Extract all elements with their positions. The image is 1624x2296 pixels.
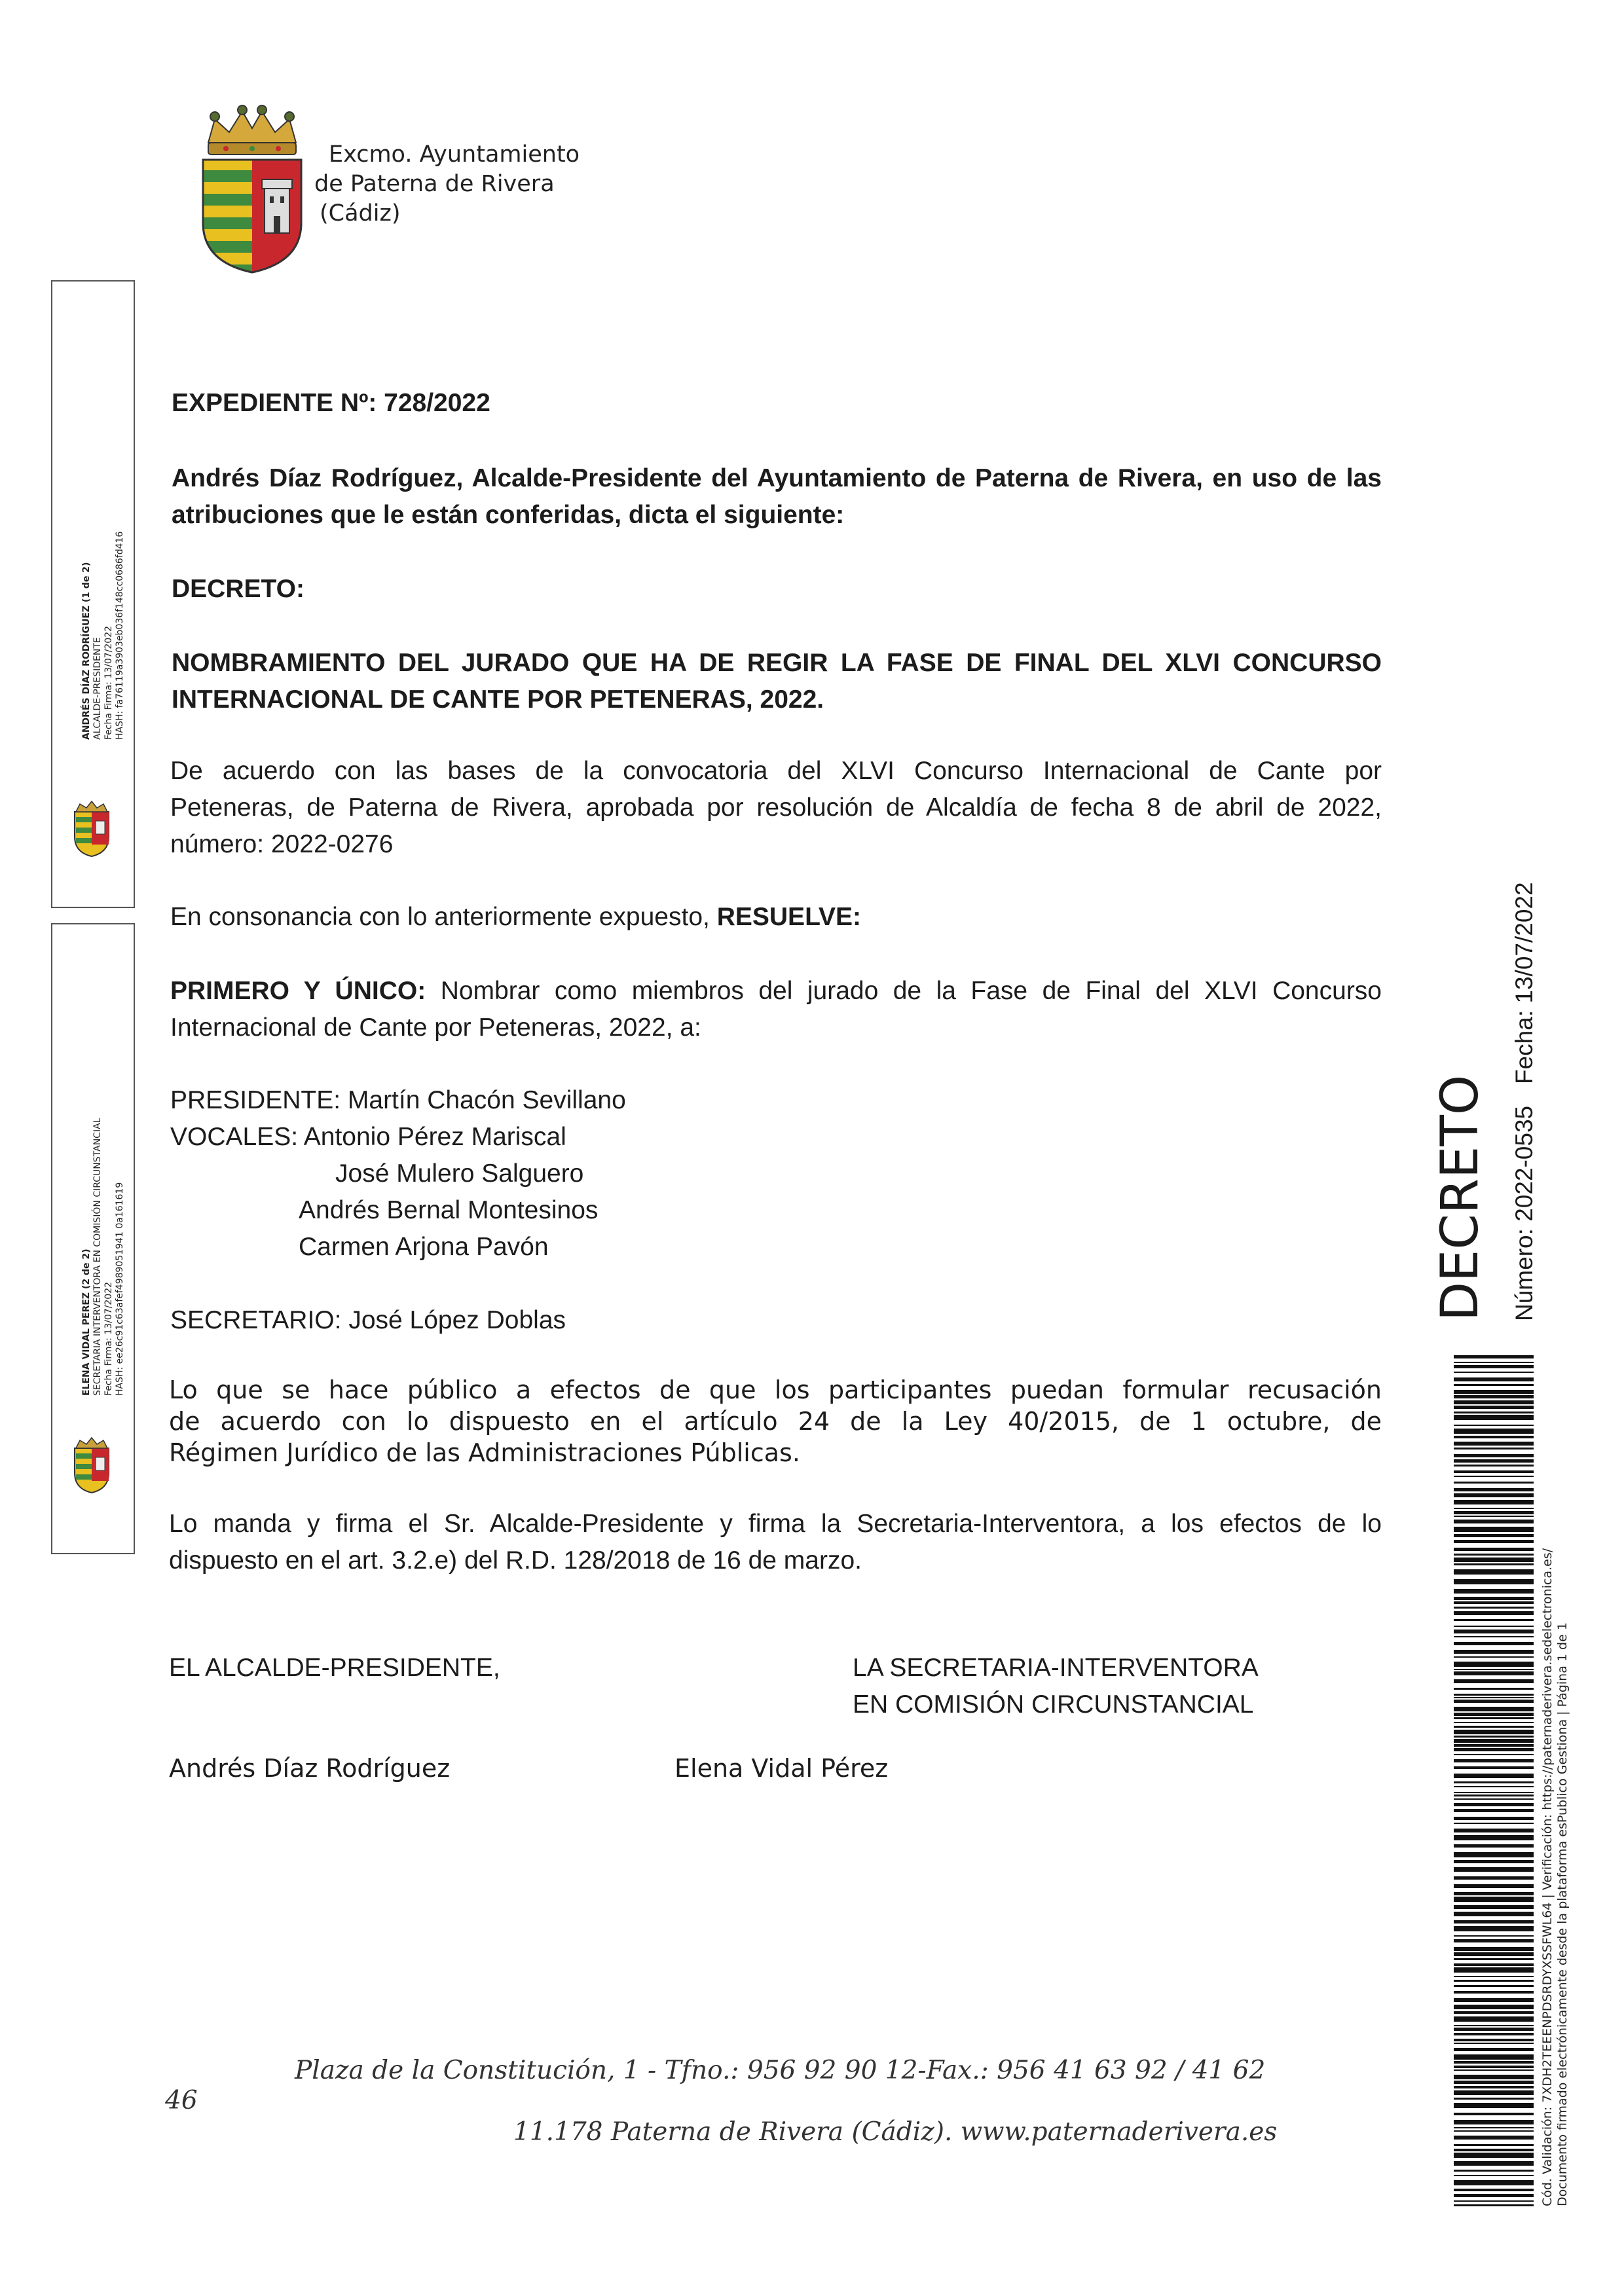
barcode-bar bbox=[1454, 1671, 1534, 1675]
barcode-bar bbox=[1454, 1726, 1534, 1728]
barcode-bar bbox=[1454, 1722, 1534, 1723]
barcode-bar bbox=[1454, 1884, 1534, 1888]
side-signature-2-date: Fecha Firma: 13/07/2022 bbox=[103, 1281, 114, 1396]
barcode-bar bbox=[1454, 1508, 1534, 1509]
crown-icon bbox=[208, 105, 296, 155]
subject-line-1: NOMBRAMIENTO DEL JURADO QUE HA DE REGIR LA FASE DE FINAL DEL XLVI CONCURSO bbox=[172, 649, 1382, 677]
barcode-bar bbox=[1454, 2103, 1534, 2108]
barcode-bar bbox=[1454, 1947, 1534, 1951]
barcode-bar bbox=[1454, 1377, 1534, 1381]
intro-line-2: atribuciones que le están conferidas, dicta el siguiente: bbox=[172, 501, 845, 529]
barcode-bar bbox=[1454, 2098, 1534, 2100]
barcode-bar bbox=[1454, 1630, 1534, 1633]
barcode-bar bbox=[1454, 2113, 1534, 2115]
barcode-bar bbox=[1454, 1958, 1534, 1960]
barcode-bar bbox=[1454, 2081, 1534, 2084]
jury-vocal-2: José Mulero Salguero bbox=[335, 1159, 584, 1188]
side-signature-2-text bbox=[81, 1118, 126, 1396]
barcode-bar bbox=[1454, 1459, 1534, 1463]
side-signature-1-date: Fecha Firma: 13/07/2022 bbox=[103, 625, 114, 740]
jury-vocal-4: Carmen Arjona Pavón bbox=[299, 1233, 549, 1261]
side-signature-1-crest-icon bbox=[62, 799, 122, 859]
barcode-bar bbox=[1454, 2039, 1534, 2041]
barcode-bar bbox=[1454, 1792, 1534, 1793]
signature-left-title: EL ALCALDE-PRESIDENTE, bbox=[169, 1654, 500, 1682]
barcode-bar bbox=[1454, 1835, 1534, 1840]
barcode-bar bbox=[1454, 1534, 1534, 1537]
barcode-bar bbox=[1454, 1425, 1534, 1426]
barcode-bar bbox=[1454, 1795, 1534, 1796]
paragraph5-line-1: Lo manda y firma el Sr. Alcalde-Presidente y firma la Secretaria-Interventora, a los efectos de lo bbox=[169, 1510, 1382, 1538]
barcode-bar bbox=[1454, 1415, 1534, 1420]
barcode-bar bbox=[1454, 2016, 1534, 2022]
side-signature-2-name: ELENA VIDAL PEREZ (2 de 2) bbox=[81, 1248, 92, 1396]
barcode-bar bbox=[1454, 1876, 1534, 1880]
barcode-bar bbox=[1454, 1935, 1534, 1937]
barcode-bar bbox=[1454, 2054, 1534, 2060]
barcode-bar bbox=[1454, 2127, 1534, 2128]
paragraph4-line-3: Régimen Jurídico de las Administraciones Públicas. bbox=[169, 1438, 800, 1467]
barcode-bar bbox=[1454, 1669, 1534, 1670]
barcode-bar bbox=[1454, 1656, 1534, 1658]
barcode-bar bbox=[1454, 1754, 1534, 1755]
barcode-bar bbox=[1454, 1511, 1534, 1514]
jury-secretario: SECRETARIO: José López Doblas bbox=[170, 1306, 566, 1334]
resuelve-label: RESUELVE: bbox=[716, 903, 862, 931]
barcode-bar bbox=[1454, 2069, 1534, 2071]
barcode-bar bbox=[1454, 1395, 1534, 1398]
barcode-bar bbox=[1454, 1611, 1534, 1615]
stamp-validation: Cód. Validación: 7XDH2TEEENPDSRDYXSSFWL64 | Verificación: https://paternaderivera.sedelectronica.es/ bbox=[1540, 1548, 1555, 2206]
paragraph4-line-2: de acuerdo con lo dispuesto en el artículo 24 de la Ley 40/2015, de 1 octubre, de bbox=[169, 1407, 1382, 1436]
barcode-bar bbox=[1454, 2194, 1534, 2197]
barcode-bar bbox=[1454, 1558, 1534, 1562]
barcode-bar bbox=[1454, 1860, 1534, 1863]
barcode-bar bbox=[1454, 1516, 1534, 1517]
barcode-bar bbox=[1454, 1650, 1534, 1654]
barcode-bar bbox=[1454, 1697, 1534, 1698]
barcode-bar bbox=[1454, 1707, 1534, 1711]
barcode-bar bbox=[1454, 1939, 1534, 1942]
barcode-bar bbox=[1454, 1798, 1534, 1800]
barcode-bar bbox=[1454, 1406, 1534, 1409]
barcode-bar bbox=[1454, 1679, 1534, 1683]
barcode-bar bbox=[1454, 1365, 1534, 1368]
barcode-bar bbox=[1454, 1476, 1534, 1477]
side-signature-1-name: ANDRÉS DÍAZ RODRÍGUEZ (1 de 2) bbox=[81, 562, 92, 740]
barcode-bar bbox=[1454, 1636, 1534, 1637]
paragraph3-line-2: Internacional de Cante por Peteneras, 2022, a: bbox=[170, 1013, 701, 1042]
barcode-bar bbox=[1454, 2170, 1534, 2172]
header-line-3: (Cádiz) bbox=[320, 200, 401, 227]
footer-address: Plaza de la Constitución, 1 - Tfno.: 956 92 90 12-Fax.: 956 41 63 92 / 41 62 bbox=[295, 2056, 1266, 2085]
barcode-bar bbox=[1454, 1688, 1534, 1690]
barcode-bar bbox=[1454, 1465, 1534, 1467]
barcode-bar bbox=[1454, 1744, 1534, 1747]
barcode-bar bbox=[1454, 1520, 1534, 1523]
side-signature-1-hash: HASH: fa76119a3903eb036f148cc0686fd416 bbox=[115, 531, 125, 740]
barcode-bar bbox=[1454, 1748, 1534, 1751]
barcode-bar bbox=[1454, 1912, 1534, 1916]
barcode-bar bbox=[1454, 1589, 1534, 1594]
barcode-bar bbox=[1454, 1569, 1534, 1575]
barcode-bar bbox=[1454, 1766, 1534, 1769]
barcode-bar bbox=[1454, 1482, 1534, 1484]
header-line-2: de Paterna de Rivera bbox=[314, 171, 555, 197]
barcode-bar bbox=[1454, 2086, 1534, 2088]
barcode-bar bbox=[1454, 1905, 1534, 1909]
paragraph4-line-1: Lo que se hace público a efectos de que los participantes puedan formular recusación bbox=[169, 1376, 1382, 1404]
barcode-bar bbox=[1454, 2161, 1534, 2166]
barcode-bar bbox=[1454, 2028, 1534, 2031]
barcode-bar bbox=[1454, 1607, 1534, 1609]
barcode-bar bbox=[1454, 1920, 1534, 1923]
paragraph3-line-1 bbox=[170, 973, 1382, 1010]
barcode-bar bbox=[1454, 1713, 1534, 1716]
paragraph1-line-2: Peteneras, de Paterna de Rivera, aprobada por resolución de Alcaldía de fecha 8 de abril de 2022, bbox=[170, 793, 1382, 822]
barcode-bar bbox=[1454, 2175, 1534, 2176]
footer-page-number: 46 bbox=[165, 2086, 198, 2115]
barcode-bar bbox=[1454, 1998, 1534, 2002]
barcode-bar bbox=[1454, 2033, 1534, 2035]
paragraph2-text: En consonancia con lo anteriormente expuesto, bbox=[170, 903, 717, 931]
jury-vocales: VOCALES: Antonio Pérez Mariscal bbox=[170, 1123, 566, 1151]
barcode-bar bbox=[1454, 1597, 1534, 1600]
barcode bbox=[1454, 1355, 1534, 2206]
signature-right-name: Elena Vidal Pérez bbox=[674, 1754, 889, 1783]
barcode-bar bbox=[1454, 1952, 1534, 1956]
barcode-bar bbox=[1454, 1626, 1534, 1627]
barcode-bar bbox=[1454, 2180, 1534, 2185]
barcode-bar bbox=[1454, 1844, 1534, 1848]
barcode-bar bbox=[1454, 1527, 1534, 1532]
barcode-bar bbox=[1454, 2136, 1534, 2140]
jury-presidente: PRESIDENTE: Martín Chacón Sevillano bbox=[170, 1086, 626, 1114]
paragraph2 bbox=[170, 899, 861, 936]
barcode-bar bbox=[1454, 1548, 1534, 1551]
barcode-bar bbox=[1454, 1759, 1534, 1762]
barcode-bar bbox=[1454, 2043, 1534, 2044]
barcode-bar bbox=[1454, 2130, 1534, 2132]
barcode-bar bbox=[1454, 1442, 1534, 1446]
barcode-bar bbox=[1454, 1963, 1534, 1966]
barcode-bar bbox=[1454, 1436, 1534, 1438]
barcode-bar bbox=[1454, 1730, 1534, 1734]
barcode-bar bbox=[1454, 1470, 1534, 1473]
header-line-1: Excmo. Ayuntamiento bbox=[329, 141, 580, 168]
paragraph5-line-2: dispuesto en el art. 3.2.e) del R.D. 128/2018 de 16 de marzo. bbox=[169, 1546, 862, 1575]
barcode-bar bbox=[1454, 1563, 1534, 1565]
barcode-bar bbox=[1454, 1700, 1534, 1703]
barcode-bar bbox=[1454, 2011, 1534, 2014]
stamp-platform: Documento firmado electrónicamente desde la plataforma esPublico Gestiona | Página 1 de 1 bbox=[1555, 1622, 1570, 2206]
barcode-bar bbox=[1454, 1488, 1534, 1491]
barcode-bar bbox=[1454, 1786, 1534, 1787]
barcode-bar bbox=[1454, 2144, 1534, 2146]
side-signature-2-hash: HASH: ee26c91c63afef4989051941 0a161619 bbox=[115, 1182, 125, 1396]
barcode-bar bbox=[1454, 1739, 1534, 1743]
barcode-bar bbox=[1454, 2048, 1534, 2051]
barcode-bar bbox=[1454, 1852, 1534, 1857]
barcode-bar bbox=[1454, 2005, 1534, 2009]
barcode-bar bbox=[1454, 1809, 1534, 1812]
barcode-bar bbox=[1454, 2090, 1534, 2095]
barcode-bar bbox=[1454, 1774, 1534, 1778]
barcode-bar bbox=[1454, 1642, 1534, 1645]
barcode-bar bbox=[1454, 1412, 1534, 1413]
barcode-bar bbox=[1454, 1867, 1534, 1872]
primero-label: PRIMERO Y ÚNICO: bbox=[170, 977, 426, 1005]
barcode-bar bbox=[1454, 1717, 1534, 1719]
subject-line-2: INTERNACIONAL DE CANTE POR PETENERAS, 2022. bbox=[172, 685, 824, 714]
side-signature-2-role: SECRETARIA INTERVENTORA EN COMISIÓN CIRCUNSTANCIAL bbox=[92, 1118, 103, 1396]
barcode-bar bbox=[1454, 2200, 1534, 2202]
shield-icon bbox=[203, 160, 301, 275]
stamp-validation-text bbox=[1540, 1548, 1570, 2206]
signature-right-title-1: LA SECRETARIA-INTERVENTORA bbox=[853, 1654, 1259, 1682]
barcode-bar bbox=[1454, 1897, 1534, 1902]
barcode-bar bbox=[1454, 1579, 1534, 1584]
barcode-bar bbox=[1454, 1892, 1534, 1895]
barcode-bar bbox=[1454, 1601, 1534, 1604]
barcode-bar bbox=[1454, 1926, 1534, 1931]
barcode-bar bbox=[1454, 1540, 1534, 1543]
decreto-label: DECRETO: bbox=[172, 575, 304, 603]
barcode-bar bbox=[1454, 1817, 1534, 1820]
barcode-bar bbox=[1454, 1694, 1534, 1696]
paragraph1-line-3: número: 2022-0276 bbox=[170, 830, 394, 858]
barcode-bar bbox=[1454, 1829, 1534, 1832]
signature-right-title-2: EN COMISIÓN CIRCUNSTANCIAL bbox=[853, 1690, 1254, 1719]
barcode-bar bbox=[1454, 2153, 1534, 2158]
paragraph3-line-1-rest: Nombrar como miembros del jurado de la Fase de Final del XLVI Concurso bbox=[426, 977, 1382, 1005]
barcode-bar bbox=[1454, 1493, 1534, 1497]
side-signature-box-1 bbox=[51, 280, 135, 908]
barcode-bar bbox=[1454, 2189, 1534, 2191]
expediente-number: EXPEDIENTE Nº: 728/2022 bbox=[172, 389, 490, 417]
barcode-bar bbox=[1454, 2025, 1534, 2026]
side-signature-1-text bbox=[81, 532, 126, 740]
barcode-bar bbox=[1454, 1454, 1534, 1457]
stamp-number: Número: 2022-0535 bbox=[1511, 1105, 1538, 1321]
stamp-title: DECRETO bbox=[1431, 1074, 1490, 1321]
barcode-bar bbox=[1454, 1976, 1534, 1977]
barcode-bar bbox=[1454, 1991, 1534, 1994]
signature-left-name: Andrés Díaz Rodríguez bbox=[169, 1754, 451, 1783]
barcode-bar bbox=[1454, 1985, 1534, 1987]
barcode-bar bbox=[1454, 1372, 1534, 1373]
barcode-bar bbox=[1454, 2120, 1534, 2124]
barcode-bar bbox=[1454, 1390, 1534, 1394]
coat-of-arms-logo bbox=[196, 105, 308, 275]
barcode-bar bbox=[1454, 1429, 1534, 1434]
footer-city-web: 11.178 Paterna de Rivera (Cádiz). www.paternaderivera.es bbox=[513, 2117, 1278, 2147]
side-signature-1-role: ALCALDE-PRESIDENTE bbox=[92, 637, 103, 740]
intro-line-1: Andrés Díaz Rodríguez, Alcalde-Presidente del Ayuntamiento de Paterna de Rivera, en uso de las bbox=[172, 464, 1382, 492]
barcode-bar bbox=[1454, 1823, 1534, 1824]
stamp-date: Fecha: 13/07/2022 bbox=[1511, 882, 1538, 1084]
side-signature-box-2 bbox=[51, 923, 135, 1554]
barcode-bar bbox=[1454, 1554, 1534, 1556]
barcode-bar bbox=[1454, 1400, 1534, 1404]
barcode-bar bbox=[1454, 2066, 1534, 2068]
barcode-bar bbox=[1454, 1781, 1534, 1783]
barcode-bar bbox=[1454, 2204, 1534, 2206]
barcode-bar bbox=[1454, 1619, 1534, 1621]
barcode-bar bbox=[1454, 1662, 1534, 1667]
paragraph1-line-1: De acuerdo con las bases de la convocatoria del XLVI Concurso Internacional de Cante por bbox=[170, 757, 1382, 785]
barcode-bar bbox=[1454, 1980, 1534, 1982]
barcode-bar bbox=[1454, 2075, 1534, 2079]
jury-vocal-3: Andrés Bernal Montesinos bbox=[299, 1196, 599, 1224]
barcode-bar bbox=[1454, 2061, 1534, 2064]
barcode-bar bbox=[1454, 2149, 1534, 2151]
barcode-bar bbox=[1454, 1362, 1534, 1363]
barcode-bar bbox=[1454, 1500, 1534, 1504]
barcode-bar bbox=[1454, 1448, 1534, 1449]
barcode-bar bbox=[1454, 1355, 1534, 1358]
barcode-bar bbox=[1454, 1736, 1534, 1738]
barcode-bar bbox=[1454, 1967, 1534, 1973]
barcode-bar bbox=[1454, 1803, 1534, 1806]
side-signature-2-crest-icon bbox=[62, 1435, 122, 1495]
barcode-bar bbox=[1454, 1384, 1534, 1386]
